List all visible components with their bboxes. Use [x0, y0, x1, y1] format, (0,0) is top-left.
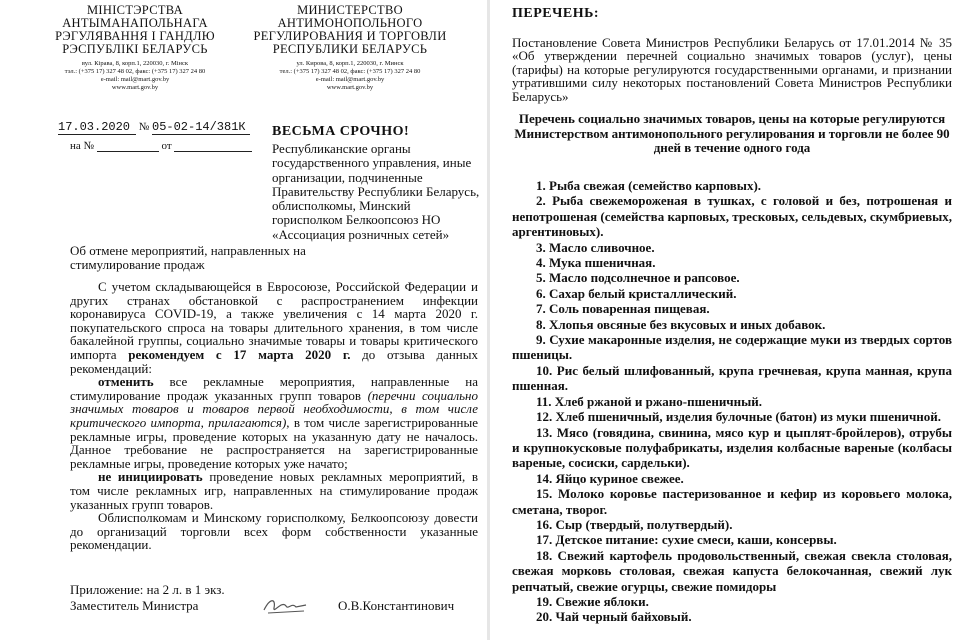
email-by: e-mail: mail@mart.gov.by — [100, 76, 170, 83]
goods-list-page — [490, 0, 960, 640]
recipients-block: Республиканские органы государственного управления, иные организации, подчиненные Правительству Республики Беларусь, облисполкомы, Минский горисполком Белкоопсоюз НО «Ассоциация розничных сетей» — [272, 141, 480, 242]
letterhead-russian — [250, 4, 450, 92]
list-item: 20. Чай черный байховый. — [536, 609, 692, 625]
on-number-label: на № — [70, 140, 95, 152]
list-item: 6. Сахар белый кристаллический. — [536, 285, 737, 301]
handwritten-signature — [260, 594, 312, 618]
list-item: 7. Соль поваренная пищевая. — [536, 301, 710, 317]
reg-number: 05-02-14/381К — [152, 120, 250, 135]
signature-block — [70, 598, 460, 618]
list-item: 19. Свежие яблоки. — [536, 593, 649, 609]
body-paragraph-2: отменить все рекламные мероприятия, направленные на стимулирование продаж указанных групп товаров (перечни социально значимых товаров и товаров первой необходимости, в том числе критического импорта, прилагаются), в том числе зарегистрированные рекламные игры, проведение которых на указанную дату не началось. Данное требование не распространяется на зарегистрированные рекламные игры, проведение которых уже начато; — [70, 374, 478, 471]
body-paragraph-1: С учетом складывающейся в Евросоюзе, Российской Федерации и других странах обстановкой с распространением инфекции коронавируса COVID-19, а также увеличения с 14 марта 2020 г. покупательского спроса на товары длительного хранения, в том числе бакалейной группы, социально значимые товары и товары критического импорта рекомендуем с 17 марта 2020 г. до отзыва данных рекомендаций: — [70, 279, 478, 376]
list-item: 11. Хлеб ржаной и ржано-пшеничный. — [536, 393, 763, 409]
list-item: 18. Свежий картофель продовольственный, свежая свекла столовая, свежая морковь столовая, свежая капуста белокочанная, свежий лук репчатый, свежие огурцы, свежие помидоры — [512, 547, 952, 594]
signer-name: О.В.Константинович — [338, 598, 455, 613]
body-paragraph-3: не инициировать проведение новых рекламных мероприятий, в том числе рекламных игр, направленных на стимулирование продаж указанных групп товаров. — [70, 469, 478, 512]
letter-body — [70, 280, 478, 552]
registration-line — [58, 120, 250, 135]
letter-subject: Об отмене мероприятий, направленных на стимулирование продаж — [70, 243, 306, 272]
decree-reference: Постановление Совета Министров Республики Беларусь от 17.01.2014 № 35 «Об утверждении перечней социально значимых товаров (услуг), цены (тарифы) на которые регулируются государственными органами, и признании утратившими силу некоторых постановлений Совета Министров Республики Беларусь» — [512, 35, 952, 104]
list-item: 1. Рыба свежая (семейство карповых). — [536, 178, 762, 193]
reply-reference-line — [70, 140, 252, 152]
reg-date: 17.03.2020 — [58, 120, 136, 135]
list-item: 2. Рыба свежемороженая в тушках, с головой и без, потрошеная и непотрошеная (семейства карповых, тресковых, сельдевых, скумбриевых, аргентиновых). — [512, 193, 952, 240]
list-item: 17. Детское питание: сухие смеси, каши, консервы. — [536, 532, 837, 548]
attachment-note: Приложение: на 2 л. в 1 экз. — [70, 582, 225, 597]
list-item: 10. Рис белый шлифованный, крупа гречневая, крупа манная, крупа пшенная. — [512, 362, 952, 394]
email-ru: e-mail: mail@mart.gov.by — [315, 76, 385, 83]
list-heading: Перечень социально значимых товаров, цены на которые регулируются Министерством антимонопольного регулирования и торговли не более 90 дней в течение одного года — [514, 111, 950, 155]
signer-position: Заместитель Министра — [70, 598, 199, 613]
on-number-blank — [97, 141, 159, 152]
web-by: www.mart.gov.by — [111, 84, 159, 91]
list-item: 13. Мясо (говядина, свинина, мясо кур и цыплят-бройлеров), отрубы и крупнокусковые полуфабрикаты, изделия колбасные вареные (колбасы вареные, сосиски, сардельки). — [512, 424, 952, 471]
list-item: 12. Хлеб пшеничный, изделия булочные (батон) из муки пшеничной. — [536, 409, 942, 425]
letterhead-belarusian — [50, 4, 220, 92]
from-date-blank — [174, 141, 252, 152]
list-item: 14. Яйцо куриное свежее. — [536, 470, 684, 486]
list-item: 4. Мука пшеничная. — [536, 255, 656, 271]
ministry-name-ru: МИНИСТЕРСТВО АНТИМОНОПОЛЬНОГО РЕГУЛИРОВАНИЯ И ТОРГОВЛИ РЕСПУБЛИКИ БЕЛАРУСЬ — [253, 3, 447, 56]
letterhead-contacts-by — [50, 60, 220, 92]
phone-by: тэл.: (+375 17) 327 48 02, факс: (+375 17) 327 24 80 — [64, 68, 206, 75]
list-item: 8. Хлопья овсяные без вкусовых и иных добавок. — [536, 316, 826, 332]
body-paragraph-4: Облисполкомам и Минскому горисполкому, Белкоопсоюзу довести до организаций торговли всех форм собственности указанные рекомендации. — [70, 510, 478, 553]
list-item: 16. Сыр (твердый, полутвердый). — [536, 516, 733, 532]
urgent-mark: ВЕСЬМА СРОЧНО! — [272, 124, 410, 139]
list-item: 15. Молоко коровье пастеризованное и кефир из коровьего молока, сметана, творог. — [512, 486, 952, 517]
from-label: от — [161, 140, 172, 152]
letterhead-contacts-ru — [250, 60, 450, 92]
list-title: ПЕРЕЧЕНЬ: — [512, 6, 600, 21]
ministry-name-by: МІНІСТЭРСТВА АНТЫМАНАПОЛЬНАГА РЭГУЛЯВАННЯ І ГАНДЛЮ РЭСПУБЛІКІ БЕЛАРУСЬ — [55, 3, 215, 56]
reg-number-sign: № — [138, 121, 150, 133]
list-item: 3. Масло сливочное. — [536, 239, 655, 255]
address-by: вул. Кірава, 8, корп.1, 220030, г. Мінск — [81, 60, 189, 67]
web-ru: www.mart.gov.by — [326, 84, 374, 91]
address-ru: ул. Кирова, 8, корп.1, 220030, г. Минск — [296, 60, 404, 67]
list-item: 9. Сухие макаронные изделия, не содержащие муки из твердых сортов пшеницы. — [512, 332, 952, 363]
phone-ru: тел.: (+375 17) 327 48 02, факс: (+375 17) 327 24 80 — [279, 68, 421, 75]
list-item: 5. Масло подсолнечное и рапсовое. — [536, 270, 740, 286]
goods-list — [512, 178, 952, 625]
